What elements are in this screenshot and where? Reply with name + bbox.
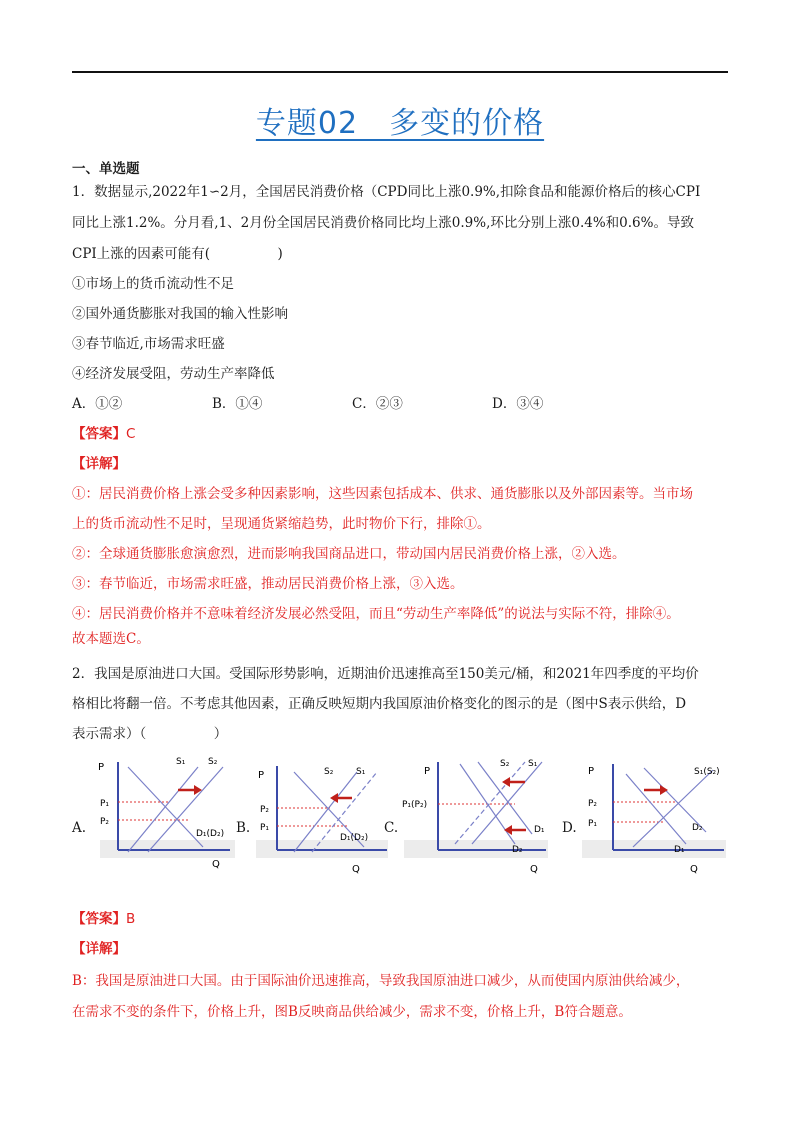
- p-axis-label: P: [424, 766, 431, 777]
- q1-stem-line: 1．数据显示,2022年1∽2月，全国居民消费价格（CPD同比上涨0.9%,扣除食品和能源价格后的核心CPI: [72, 184, 701, 200]
- q1-item: ④经济发展受阻，劳动生产率降低: [72, 366, 275, 382]
- d-label: D₁: [534, 825, 545, 835]
- q-axis-label: Q: [690, 864, 698, 875]
- q1-detail-line: 上的货币流动性不足时，呈现通货紧缩趋势，此时物价下行，排除①。: [72, 516, 491, 532]
- demand-curve: [128, 767, 203, 847]
- p-label: P₂: [100, 817, 110, 827]
- d-label: D₁(D₂): [340, 833, 369, 843]
- s-label: S₁: [356, 767, 366, 777]
- q1-item: ①市场上的货币流动性不足: [72, 276, 234, 292]
- q1-answer: 【答案】C: [72, 426, 136, 442]
- q2-stem-line: 表示需求）（ ）: [72, 726, 228, 742]
- s-label: S₂: [324, 767, 334, 777]
- graph-a: [88, 752, 238, 872]
- q2-answer: 【答案】B: [72, 911, 136, 927]
- p-axis-label: P: [98, 762, 105, 773]
- q1-option-d: D．③④: [492, 396, 544, 412]
- q2-detail-tag: 【详解】: [72, 941, 126, 957]
- graph-c: [400, 752, 550, 877]
- p-axis-label: P: [588, 766, 595, 777]
- q2-stem-line: 2．我国是原油进口大国。受国际形势影响，近期油价迅速推高至150美元/桶，和2021年四季度的平均价: [72, 666, 699, 682]
- demand-curve-d1: [626, 774, 686, 844]
- q-axis-label: Q: [212, 859, 220, 870]
- q2-detail-line: B：我国是原油进口大国。由于国际油价迅速推高，导致我国原油进口减少，从而使国内原油供给减少，: [72, 973, 690, 989]
- graph-c-letter: C.: [384, 820, 399, 836]
- arrow-head: [502, 777, 510, 787]
- q1-item: ③春节临近,市场需求旺盛: [72, 336, 225, 352]
- q1-stem-line: 同比上涨1.2%。分月看,1、2月份全国居民消费价格同比均上涨0.9%,环比分别上涨0.4%和0.6%。导致: [72, 215, 694, 231]
- graph-b: [252, 752, 392, 877]
- p-label: P₁: [100, 799, 110, 809]
- s-label: S₁(S₂): [694, 767, 720, 777]
- s-label: S₂: [208, 757, 218, 767]
- q1-option-b: B．①④: [212, 396, 263, 412]
- graph-d: [578, 752, 728, 877]
- p-label: P₁: [260, 823, 270, 833]
- d-label: D₂: [512, 845, 523, 855]
- arrow-head: [194, 785, 202, 795]
- d-label: D₁(D₂): [196, 829, 225, 839]
- q1-item: ②国外通货膨胀对我国的输入性影响: [72, 306, 288, 322]
- q1-detail-line: 故本题选C。: [72, 631, 150, 647]
- page-title: 专题02 多变的价格: [255, 106, 545, 141]
- q1-stem-line: CPI上涨的因素可能有( ): [72, 246, 283, 262]
- q1-option-c: C．②③: [352, 396, 403, 412]
- s-label: S₁: [528, 759, 538, 769]
- p-axis-label: P: [258, 770, 265, 781]
- p-label: P₂: [588, 799, 598, 809]
- graph-b-letter: B.: [236, 820, 251, 836]
- q1-detail-line: ③：春节临近，市场需求旺盛，推动居民消费价格上涨，③入选。: [72, 576, 464, 592]
- p-label: P₁: [588, 819, 598, 829]
- s-label: S₂: [500, 759, 510, 769]
- q-axis-label: Q: [352, 864, 360, 875]
- q1-detail-tag: 【详解】: [72, 456, 126, 472]
- supply-curve-s2: [455, 762, 525, 844]
- section-heading: 一、单选题: [72, 161, 140, 177]
- q2-detail-line: 在需求不变的条件下，价格上升，图B反映商品供给减少，需求不变，价格上升，B符合题意。: [72, 1004, 632, 1020]
- arrow-head: [660, 785, 668, 795]
- graph-a-letter: A.: [72, 820, 87, 836]
- q1-detail-line: ④：居民消费价格并不意味着经济发展必然受阻，而且“劳动生产率降低”的说法与实际不符，排除④。: [72, 606, 680, 622]
- supply-curve: [633, 770, 713, 847]
- q1-detail-line: ②：全球通货膨胀愈演愈烈，进而影响我国商品进口，带动国内居民消费价格上涨，②入选。: [72, 546, 626, 562]
- demand-curve-d1: [478, 762, 532, 834]
- q2-stem-line: 格相比将翻一倍。不考虑其他因素，正确反映短期内我国原油价格变化的图示的是（图中S表示供给，D: [72, 696, 687, 712]
- p-label: P₂: [260, 805, 270, 815]
- q1-option-a: A．①②: [72, 396, 123, 412]
- p-label: P₁(P₂): [402, 800, 428, 810]
- s-label: S₁: [176, 757, 186, 767]
- d-label: D₂: [692, 823, 703, 833]
- header-rule: [72, 71, 728, 73]
- supply-curve-s1: [128, 767, 198, 852]
- q1-detail-line: ①：居民消费价格上涨会受多种因素影响，这些因素包括成本、供求、通货膨胀以及外部因素等。当市场: [72, 486, 693, 502]
- graph-d-letter: D.: [562, 820, 577, 836]
- q-axis-label: Q: [530, 864, 538, 875]
- d-label: D₁: [674, 845, 685, 855]
- supply-curve-s2: [148, 767, 223, 852]
